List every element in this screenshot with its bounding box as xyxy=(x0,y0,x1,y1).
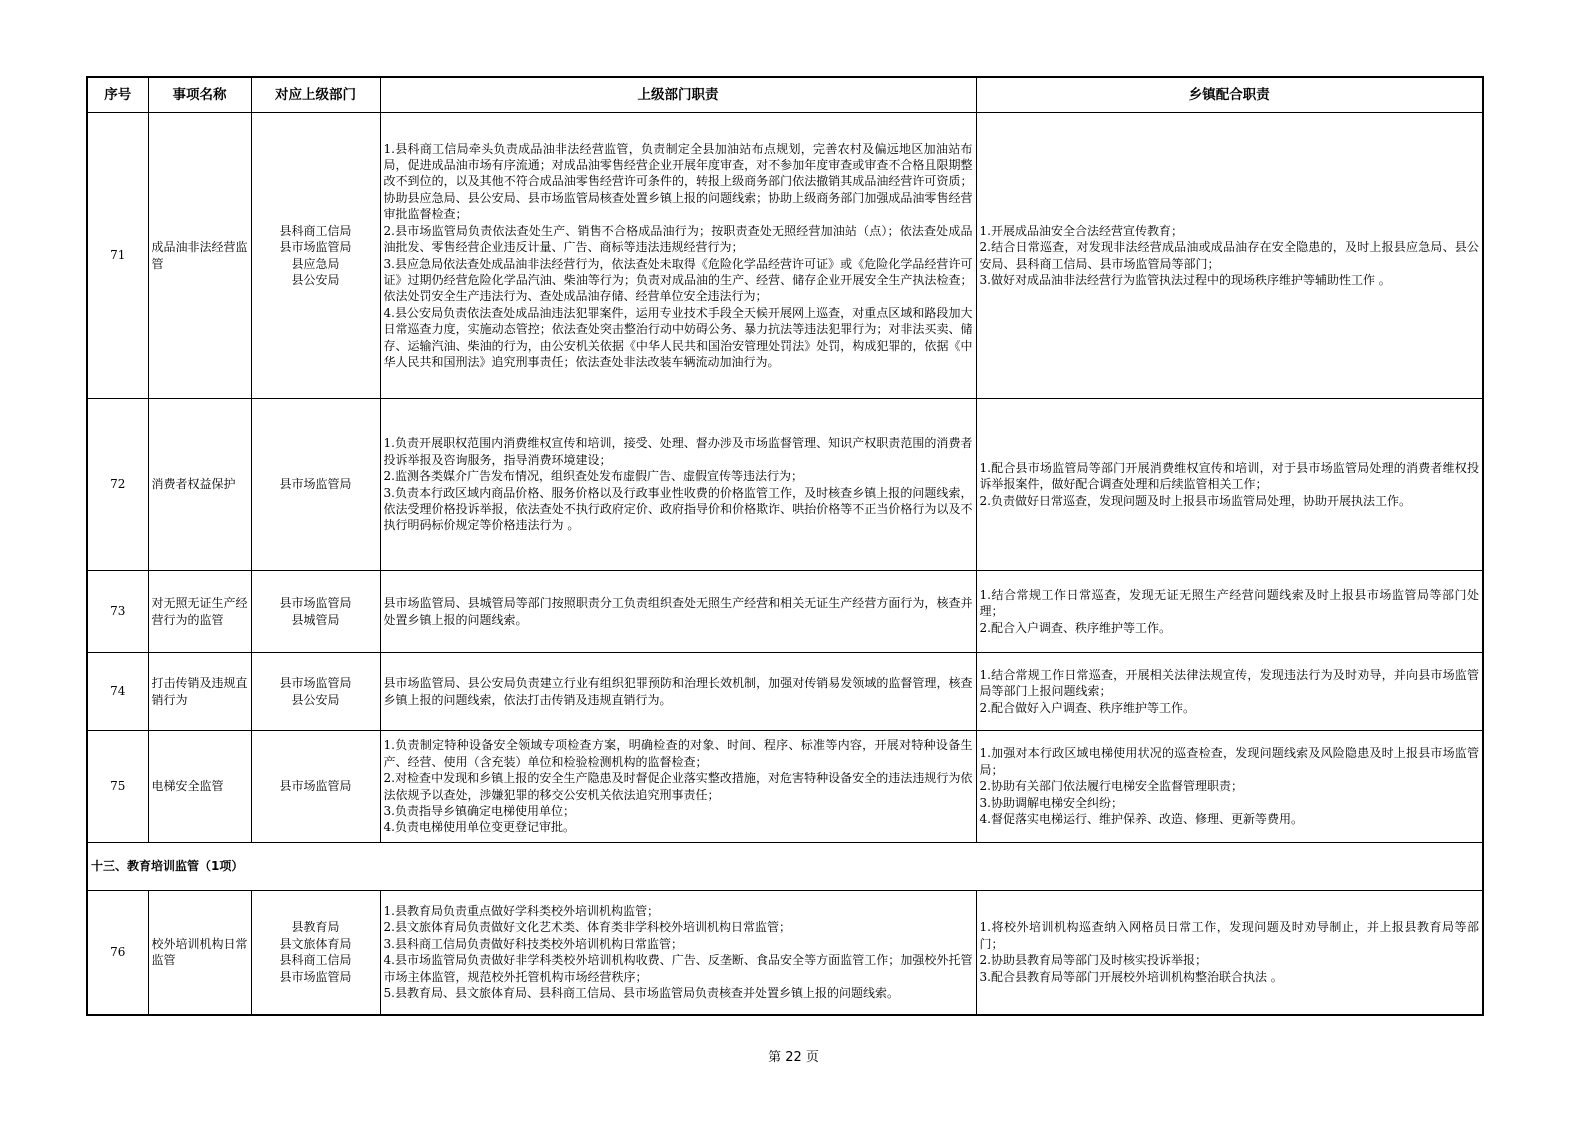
table-header-row xyxy=(87,77,1483,113)
row-town-duty xyxy=(976,113,1483,399)
row-town-duty-line: 1.结合常规工作日常巡查，发现无证无照生产经营问题线索及时上报县市场监管局等部门处理； xyxy=(979,587,1479,619)
table-row xyxy=(87,571,1483,653)
row-superior-duty xyxy=(380,571,976,653)
row-superior-duty-line: 3.负责指导乡镇确定电梯使用单位； xyxy=(383,803,575,818)
row-superior-dept xyxy=(251,113,380,399)
row-superior-dept-line: 县市场监管局 xyxy=(279,477,352,492)
row-seq: 74 xyxy=(87,653,148,731)
row-superior-dept-line: 县应急局 xyxy=(291,256,340,271)
row-superior-duty-line: 2.对检查中发现和乡镇上报的安全生产隐患及时督促企业落实整改措施，对危害特种设备安全的违法违规行为依法依规予以查处，涉嫌犯罪的移交公安机关依法追究刑事责任； xyxy=(383,771,973,802)
row-seq: 72 xyxy=(87,399,148,571)
table-row xyxy=(87,399,1483,571)
row-item-name: 消费者权益保护 xyxy=(148,399,251,571)
responsibility-table xyxy=(86,76,1484,1016)
row-superior-duty-line: 1.县教育局负责重点做好学科类校外培训机构监管； xyxy=(383,904,659,919)
row-superior-duty-line: 4.县公安局负责依法查处成品油违法犯罪案件，运用专业技术手段全天候开展网上巡查，对重点区域和路段加大日常巡查力度，实施动态管控；依法查处突击整治行动中妨碍公务、暴力抗法等违法犯罪行为；对非法买卖、储存、运输汽油、柴油的行为，由公安机关依据《中华人民共和国治安管理处罚法》处罚，构成犯罪的，依据《中华人民共和国刑法》追究刑事责任；依法查处非法改装车辆流动加油行为。 xyxy=(383,305,973,369)
row-item-name: 校外培训机构日常监管 xyxy=(148,891,251,1015)
row-town-duty-line: 1.将校外培训机构巡查纳入网格员日常工作，发现问题及时劝导制止，并上报县教育局等部门； xyxy=(979,920,1479,951)
row-superior-duty-line: 1.负责制定特种设备安全领域专项检查方案，明确检查的对象、时间、程序、标准等内容，开展对特种设备生产、经营、使用（含充装）单位和检验检测机构的监督检查； xyxy=(383,738,973,769)
row-town-duty-line: 1.配合县市场监管局等部门开展消费维权宣传和培训，对于县市场监管局处理的消费者维权投诉举报案件，做好配合调查处理和后续监管相关工作； xyxy=(979,460,1479,492)
row-superior-duty xyxy=(380,731,976,843)
row-superior-dept-line: 县市场监管局 xyxy=(279,779,352,794)
row-superior-dept-line: 县文旅体育局 xyxy=(279,936,352,951)
row-superior-dept-line: 县公安局 xyxy=(291,272,340,287)
row-town-duty-line: 4.督促落实电梯运行、维护保养、改造、修理、更新等费用。 xyxy=(979,812,1303,827)
row-seq: 75 xyxy=(87,731,148,843)
row-superior-duty-line: 1.县科商工信局牵头负责成品油非法经营监管，负责制定全县加油站布点规划，完善农村及偏远地区加油站布局，促进成品油市场有序流通；对成品油零售经营企业开展年度审查，对不参加年度审查或审查不合格且限期整改不到位的，以及其他不符合成品油零售经营许可条件的，转报上级商务部门依法撤销其成品油经营许可资质；协助县应急局、县公安局、县市场监管局核查处置乡镇上报的问题线索；协助上级商务部门加强成品油零售经营审批监督检查； xyxy=(383,141,973,222)
table-row xyxy=(87,731,1483,843)
row-town-duty-line: 2.负责做好日常巡查，发现问题及时上报县市场监管局处理，协助开展执法工作。 xyxy=(979,493,1411,508)
row-superior-duty-line: 5.县教育局、县文旅体育局、县科商工信局、县市场监管局负责核查并处置乡镇上报的问题线索。 xyxy=(383,986,899,1001)
row-town-duty-line: 2.协助有关部门依法履行电梯安全监督管理职责； xyxy=(979,779,1243,794)
table-row xyxy=(87,653,1483,731)
row-town-duty-line: 2.结合日常巡查，对发现非法经营成品油或成品油存在安全隐患的，及时上报县应急局、县公安局、县科商工信局、县市场监管局等部门； xyxy=(979,240,1479,271)
row-superior-duty-line: 县市场监管局、县城管局等部门按照职责分工负责组织查处无照生产经营和相关无证生产经营方面行为，核查并处置乡镇上报的问题线索。 xyxy=(383,596,973,627)
row-town-duty-line: 2.配合入户调查、秩序维护等工作。 xyxy=(979,620,1171,635)
row-superior-dept-line: 县市场监管局 xyxy=(279,240,352,255)
row-seq: 73 xyxy=(87,571,148,653)
row-item-name: 成品油非法经营监管 xyxy=(148,113,251,399)
row-superior-duty-line: 2.监测各类媒介广告发布情况，组织查处发布虚假广告、虚假宣传等违法行为； xyxy=(383,469,803,484)
header-item-name: 事项名称 xyxy=(148,77,251,113)
row-superior-duty-line: 2.县市场监管局负责依法查处生产、销售不合格成品油行为；按职责查处无照经营加油站（点）；依法查处成品油批发、零售经营企业违反计量、广告、商标等违法违规经营行为； xyxy=(383,223,973,255)
row-superior-dept-line: 县市场监管局 xyxy=(279,969,352,984)
section-title: 十三、教育培训监管（1项） xyxy=(87,843,1483,891)
row-superior-dept-line: 县公安局 xyxy=(291,692,340,707)
row-seq: 71 xyxy=(87,113,148,399)
row-town-duty xyxy=(976,891,1483,1015)
row-superior-dept xyxy=(251,571,380,653)
row-superior-dept xyxy=(251,731,380,843)
row-seq: 76 xyxy=(87,891,148,1015)
row-town-duty xyxy=(976,653,1483,731)
header-town-duty: 乡镇配合职责 xyxy=(976,77,1483,113)
row-superior-dept xyxy=(251,891,380,1015)
row-superior-dept xyxy=(251,653,380,731)
row-superior-duty-line: 1.负责开展职权范围内消费维权宣传和培训，接受、处理、督办涉及市场监督管理、知识产权职责范围的消费者投诉举报及咨询服务，指导消费环境建设； xyxy=(383,436,973,467)
row-superior-duty xyxy=(380,891,976,1015)
row-town-duty-line: 3.协助调解电梯安全纠纷； xyxy=(979,795,1123,810)
row-superior-dept-line: 县市场监管局 xyxy=(279,596,352,611)
row-town-duty-line: 1.开展成品油安全合法经营宣传教育； xyxy=(979,223,1183,238)
row-superior-duty xyxy=(380,653,976,731)
row-superior-dept xyxy=(251,399,380,571)
row-superior-dept-line: 县科商工信局 xyxy=(279,223,352,238)
row-town-duty xyxy=(976,399,1483,571)
row-item-name: 电梯安全监管 xyxy=(148,731,251,843)
header-superior-duty: 上级部门职责 xyxy=(380,77,976,113)
row-superior-duty xyxy=(380,399,976,571)
row-superior-duty xyxy=(380,113,976,399)
row-superior-dept-line: 县市场监管局 xyxy=(279,676,352,691)
row-superior-dept-line: 县城管局 xyxy=(291,612,340,627)
row-town-duty xyxy=(976,731,1483,843)
row-superior-dept-line: 县教育局 xyxy=(291,920,340,935)
row-town-duty-line: 2.协助县教育局等部门及时核实投诉举报； xyxy=(979,953,1207,968)
row-superior-duty-line: 3.县科商工信局负责做好科技类校外培训机构日常监管； xyxy=(383,936,683,951)
row-town-duty-line: 1.加强对本行政区域电梯使用状况的巡查检查，发现问题线索及风险隐患及时上报县市场监管局； xyxy=(979,746,1479,777)
table-row xyxy=(87,113,1483,399)
header-seq: 序号 xyxy=(87,77,148,113)
row-superior-duty-line: 3.负责本行政区域内商品价格、服务价格以及行政事业性收费的价格监管工作，及时核查乡镇上报的问题线索，依法受理价格投诉举报，依法查处不执行政府定价、政府指导价和价格欺诈、哄抬价格等不正当价格行为以及不执行明码标价规定等价格违法行为 。 xyxy=(383,485,973,533)
row-town-duty-line: 3.做好对成品油非法经营行为监管执法过程中的现场秩序维护等辅助性工作 。 xyxy=(979,272,1391,287)
row-item-name: 打击传销及违规直销行为 xyxy=(148,653,251,731)
section-row xyxy=(87,843,1483,891)
table-row xyxy=(87,891,1483,1015)
row-town-duty-line: 1.结合常规工作日常巡查，开展相关法律法规宣传，发现违法行为及时劝导，并向县市场监管局等部门上报问题线索； xyxy=(979,667,1479,699)
row-superior-duty-line: 4.县市场监管局负责做好非学科类校外培训机构收费、广告、反垄断、食品安全等方面监管工作；加强校外托管市场主体监管，规范校外托管机构市场经营秩序； xyxy=(383,953,973,984)
row-superior-duty-line: 县市场监管局、县公安局负责建立行业有组织犯罪预防和治理长效机制，加强对传销易发领域的监督管理，核查乡镇上报的问题线索，依法打击传销及违规直销行为。 xyxy=(383,676,973,707)
row-town-duty-line: 2.配合做好入户调查、秩序维护等工作。 xyxy=(979,700,1195,715)
row-superior-dept-line: 县科商工信局 xyxy=(279,953,352,968)
row-item-name: 对无照无证生产经营行为的监管 xyxy=(148,571,251,653)
row-superior-duty-line: 4.负责电梯使用单位变更登记审批。 xyxy=(383,820,575,835)
page-number: 第 22 页 xyxy=(768,1050,819,1065)
row-superior-duty-line: 2.县文旅体育局负责做好文化艺术类、体育类非学科校外培训机构日常监管； xyxy=(383,920,791,935)
row-town-duty xyxy=(976,571,1483,653)
row-town-duty-line: 3.配合县教育局等部门开展校外培训机构整治联合执法 。 xyxy=(979,969,1283,984)
row-superior-duty-line: 3.县应急局依法查处成品油非法经营行为，依法查处未取得《危险化学品经营许可证》或《危险化学品经营许可证》过期仍经营危险化学品汽油、柴油等行为；负责对成品油的生产、经营、储存企业开展安全生产执法检查；依法处罚安全生产违法行为、查处成品油存储、经营单位安全违法行为； xyxy=(383,256,973,304)
header-superior-dept: 对应上级部门 xyxy=(251,77,380,113)
